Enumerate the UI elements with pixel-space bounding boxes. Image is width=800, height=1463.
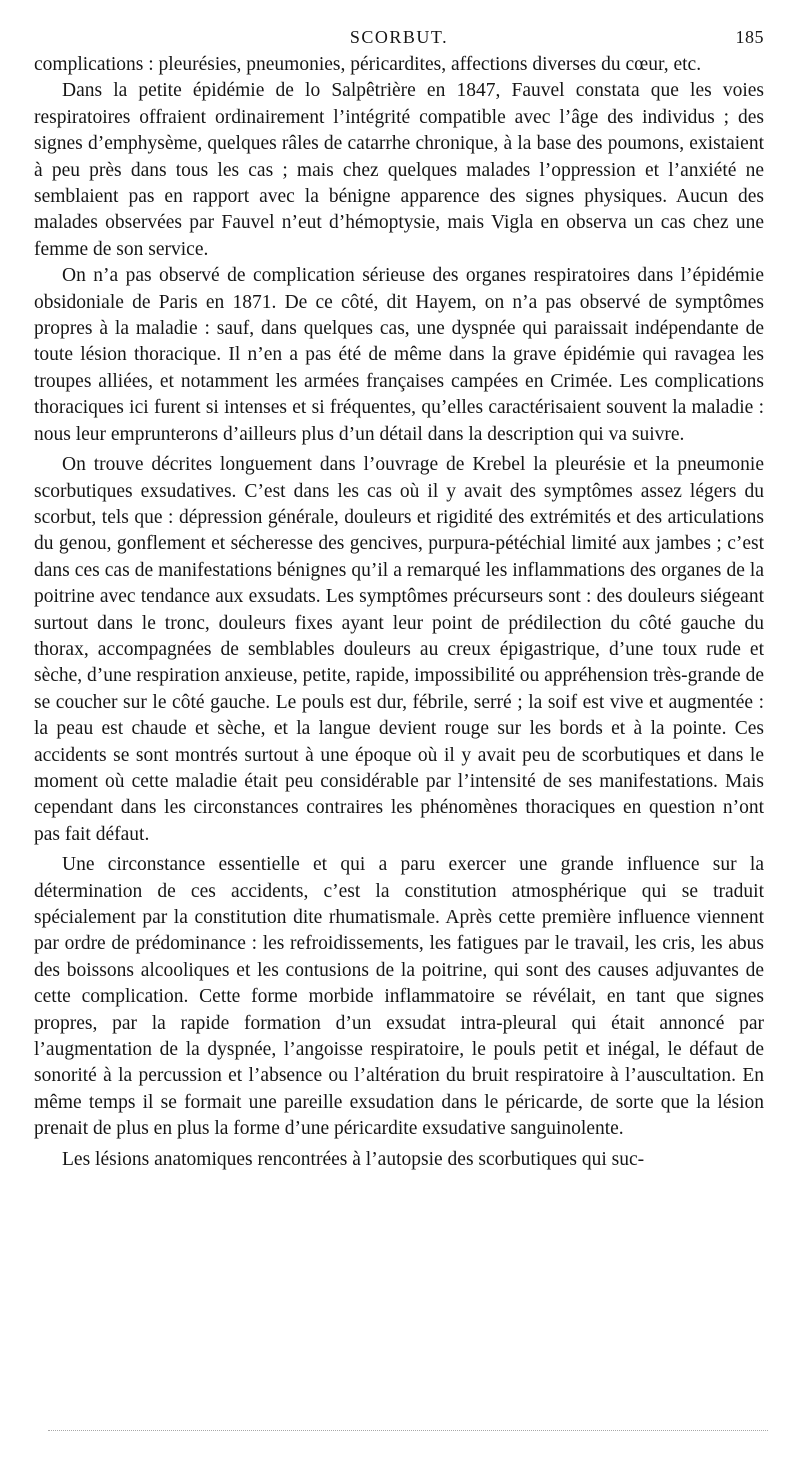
page-number: 185 [735,27,764,47]
paragraph-paris-1871: On n’a pas observé de complication sérieuse des organes respiratoires dans l’épidémie obsidoniale de Paris en 1871. De ce côté, dit Hayem, on n’a pas observé de symptômes propres à la maladie : sauf, dans quelques cas, une dyspnée qui paraissait indépendante de toute lésion thoracique. Il n’en a pas été de même dans la grave épidémie qui ravagea les troupes alliées, et notamment les armées françaises campées en Crimée. Les complications thoraciques ici furent si intenses et si fréquentes, qu’elles caractérisaient souvent la maladie : nous leur emprunterons d’ailleurs plus d’un détail dans la description qui va suivre. [34,265,764,445]
paragraph-lesions: Les lésions anatomiques rencontrées à l’autopsie des scorbutiques qui suc- [62,1148,645,1170]
paragraph-krebel: On trouve décrites longuement dans l’ouvrage de Krebel la pleurésie et la pneumonie scorbutiques exsudatives. C’est dans les cas où il y avait des symptômes assez légers du scorbut, tels que : dépression générale, douleurs et rigidité des extrémités et des articulations du genou, gonflement et sécheresse des gencives, purpura-pétéchial limité aux jambes ; c’est dans ces cas de manifestations bénignes qu’il a remarqué les inflammations des organes de la poitrine avec tendance aux exsudats. Les symptômes précurseurs sont : des douleurs siégeant surtout dans le tronc, douleurs fixes ayant leur point de prédilection du côté gauche du thorax, accompagnées de semblables douleurs au creux épigastrique, d’une toux rude et sèche, d’une respiration anxieuse, petite, rapide, impossibilité ou appréhension très-grande de se coucher sur le côté gauche. Le pouls est dur, fébrile, serré ; la soif est vive et augmentée : la peau est chaude et sèche, et la langue devient rouge sur les bords et à la pointe. Ces accidents se sont montrés surtout à une époque où il y avait peu de scorbutiques et dans le moment où cette maladie était peu considérable par l’intensité de ses manifestations. Mais cependant dans les circonstances contraires les phénomènes thoraciques en question n’ont pas fait défaut. [34,454,764,845]
paragraph-circonstance: Une circonstance essentielle et qui a paru exercer une grande influence sur la détermination de ces accidents, c’est la constitution atmosphérique qui se traduit spécialement par la constitution dite rhumatismale. Après cette première influence viennent par ordre de prédominance : les refroidissements, les fatigues par le travail, les cris, les abus des boissons alcooliques et les contusions de la poitrine, qui sont des causes adjuvantes de cette complication. Cette forme morbide inflammatoire se révélait, en tant que signes propres, par la rapide formation d’un exsudat intra-pleural qui était annoncé par l’augmentation de la dyspnée, l’angoisse respiratoire, le pouls petit et inégal, le défaut de sonorité à la percussion et l’absence ou l’altération du bruit respiratoire à l’auscultation. En même temps il se formait une pareille exsudation dans le péricarde, de sorte que la lésion prenait de plus en plus la forme d’une péricardite exsudative sanguinolente. [34,854,764,1140]
paragraph-continuation: complications : pleurésies, pneumonies, péricardites, affections diverses du cœur, etc. [34,54,702,75]
bottom-dotted-rule [48,1430,768,1431]
running-header [34,22,764,52]
running-title: SCORBUT. [349,27,449,47]
book-page [34,22,764,1173]
paragraph-salpetriere: Dans la petite épidémie de lo Salpêtrière en 1847, Fauvel constata que les voies respiratoires offraient ordinairement l’intégrité compatible avec l’âge des individus ; des signes d’emphysème, quelques râles de catarrhe chronique, à la base des poumons, existaient à peu près dans tous les cas ; mais chez quelques malades l’oppression et l’anxiété ne semblaient pas en rapport avec la bénigne apparence des signes physiques. Aucun des malades observées par Fauvel n’eut d’hémoptysie, mais Vigla en observa un cas chez une femme de son service. [34,80,764,260]
